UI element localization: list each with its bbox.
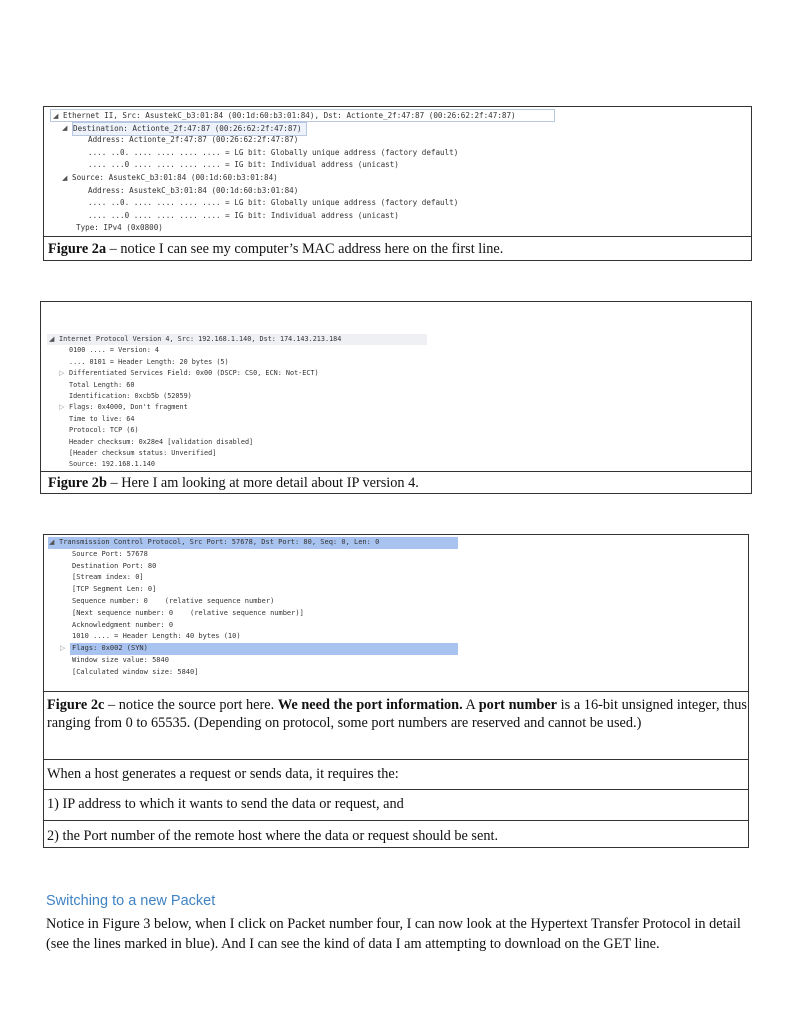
tree-row[interactable] — [50, 210, 750, 223]
tree-row[interactable] — [48, 572, 748, 584]
tree-row[interactable] — [48, 631, 748, 643]
tree-row[interactable] — [48, 655, 748, 667]
tree-line: Flags: 0x002 (SYN) — [72, 644, 148, 653]
figure-2c — [43, 534, 749, 848]
tree-line: [Header checksum status: Unverified] — [69, 448, 217, 457]
body-line: 1) IP address to which it wants to send the data or request, and — [47, 796, 404, 812]
figure-2b — [40, 301, 752, 494]
tree-line: Address: AsustekC_b3:01:84 (00:1d:60:b3:01:84) — [88, 185, 299, 195]
caption-label: Figure 2b — [48, 475, 107, 491]
tree-line: Acknowledgment number: 0 — [72, 620, 174, 629]
body-line: When a host generates a request or sends data, it requires the: — [47, 766, 399, 782]
expanded-triangle-icon[interactable]: ◢ — [62, 173, 68, 182]
tree-row[interactable] — [48, 608, 748, 620]
caption-text: – notice I can see my computer’s MAC address here on the first line. — [106, 241, 504, 257]
expanded-triangle-icon[interactable]: ◢ — [49, 335, 55, 343]
caption-label: Figure 2a — [48, 241, 107, 257]
tree-line: .... 0101 = Header Length: 20 bytes (5) — [69, 357, 229, 366]
figure-caption — [47, 696, 747, 732]
expanded-triangle-icon[interactable]: ◢ — [62, 123, 68, 132]
tree-line: Protocol: TCP (6) — [69, 426, 139, 435]
tree-line: Time to live: 64 — [69, 414, 135, 423]
tree-row[interactable] — [47, 402, 747, 413]
tree-row[interactable] — [47, 368, 747, 379]
tree-line: Header checksum: 0x28e4 [validation disabled] — [69, 437, 254, 446]
row-divider — [44, 759, 748, 760]
tree-line: 0100 .... = Version: 4 — [69, 346, 160, 355]
tree-row[interactable] — [47, 357, 747, 368]
figure-caption — [48, 474, 419, 492]
tree-row-ip[interactable] — [47, 334, 427, 345]
tree-line: Type: IPv4 (0x0800) — [76, 223, 163, 233]
tree-row[interactable] — [50, 222, 750, 235]
tree-line: Differentiated Services Field: 0x00 (DSCP: CS0, ECN: Not-ECT) — [69, 369, 319, 378]
tree-line: Source: 192.168.1.140 — [69, 460, 155, 469]
collapsed-triangle-icon[interactable]: ▷ — [59, 403, 65, 412]
caption-text: – notice the source port here. — [104, 697, 278, 713]
tree-row-ethernet[interactable] — [50, 109, 555, 122]
tree-line: Address: Actionte_2f:47:87 (00:26:62:2f:47:87) — [88, 135, 299, 145]
tree-line: Sequence number: 0 (relative sequence number) — [72, 596, 275, 605]
expanded-triangle-icon[interactable]: ◢ — [53, 112, 59, 120]
caption-emphasis: We need the port information. — [277, 697, 463, 713]
tree-row[interactable] — [48, 667, 748, 679]
row-divider — [44, 820, 748, 821]
tree-row[interactable] — [50, 185, 750, 198]
tree-line: .... ...0 .... .... .... .... = IG bit: Individual address (unicast) — [88, 160, 399, 170]
packet-tree-tcp — [48, 537, 748, 679]
tree-row[interactable] — [48, 620, 748, 632]
caption-divider — [44, 236, 751, 237]
tree-line: 1010 .... = Header Length: 40 bytes (10) — [72, 632, 241, 641]
tree-line: [TCP Segment Len: 0] — [72, 585, 157, 594]
caption-label: Figure 2c — [47, 697, 105, 713]
tree-row[interactable] — [47, 380, 747, 391]
figure-caption — [48, 240, 503, 258]
tree-line: Total Length: 60 — [69, 380, 135, 389]
tree-line: Destination Port: 80 — [72, 561, 157, 570]
collapsed-triangle-icon[interactable]: ▷ — [60, 644, 66, 653]
tree-line: Window size value: 5840 — [72, 655, 169, 664]
tree-row[interactable] — [47, 391, 747, 402]
tree-row[interactable] — [50, 197, 750, 210]
packet-tree-ip — [47, 334, 747, 471]
tree-line: Source: AsustekC_b3:01:84 (00:1d:60:b3:01:84) — [72, 172, 278, 182]
tree-line: [Stream index: 0] — [72, 573, 144, 582]
section-heading: Switching to a new Packet — [46, 893, 216, 909]
tree-row[interactable] — [48, 549, 748, 561]
tree-line: .... ..0. .... .... .... .... = LG bit: Globally unique address (factory default) — [88, 147, 459, 157]
tree-line: Destination: Actionte_2f:47:87 (00:26:62:2f:47:87) — [72, 122, 307, 137]
tree-line: .... ...0 .... .... .... .... = IG bit: Individual address (unicast) — [88, 210, 399, 220]
tree-line: Transmission Control Protocol, Src Port: 57678, Dst Port: 80, Seq: 0, Len: 0 — [59, 538, 380, 546]
tree-row-flags[interactable] — [48, 643, 748, 655]
section-body: Notice in Figure 3 below, when I click on Packet number four, I can now look at the Hypertext Transfer Protocol in detail (see the lines marked in blue). And I can see the kind of data I am attempting to download on the GET line. — [46, 916, 741, 952]
tree-row-tcp[interactable] — [48, 537, 458, 549]
tree-line: Ethernet II, Src: AsustekC_b3:01:84 (00:1d:60:b3:01:84), Dst: Actionte_2f:47:87 (00:26:62:2f:47:87) — [63, 111, 516, 120]
expanded-triangle-icon[interactable]: ◢ — [49, 538, 55, 546]
tree-row[interactable] — [47, 425, 747, 436]
tree-row-source[interactable] — [50, 172, 750, 185]
tree-line: .... ..0. .... .... .... .... = LG bit: Globally unique address (factory default) — [88, 198, 459, 208]
tree-row[interactable] — [50, 147, 750, 160]
tree-line: [Calculated window size: 5840] — [72, 667, 199, 676]
caption-emphasis: port number — [478, 697, 558, 713]
collapsed-triangle-icon[interactable]: ▷ — [59, 369, 65, 378]
tree-row[interactable] — [47, 459, 747, 470]
tree-line: Internet Protocol Version 4, Src: 192.168.1.140, Dst: 174.143.213.184 — [59, 335, 342, 343]
tree-row[interactable] — [47, 345, 747, 356]
tree-row[interactable] — [48, 561, 748, 573]
caption-divider — [41, 471, 751, 472]
figure-2a — [43, 106, 752, 261]
caption-text: A — [462, 697, 479, 713]
tree-row[interactable] — [50, 159, 750, 172]
tree-row[interactable] — [47, 448, 747, 459]
caption-text: is a 16-bit unsigned integer, thus ranging from 0 to 65535. (Depending on protocol, some port numbers are reserved and cannot be used.) — [47, 697, 747, 731]
tree-row-destination[interactable] — [50, 122, 750, 135]
body-line: 2) the Port number of the remote host where the data or request should be sent. — [47, 828, 499, 844]
tree-line: Identification: 0xcb5b (52059) — [69, 391, 192, 400]
tree-line: Flags: 0x4000, Don't fragment — [69, 403, 188, 412]
tree-row[interactable] — [50, 134, 750, 147]
tree-line: [Next sequence number: 0 (relative sequence number)] — [72, 608, 304, 617]
tree-line: Source Port: 57678 — [72, 549, 148, 558]
tree-row[interactable] — [48, 584, 748, 596]
tree-row[interactable] — [48, 596, 748, 608]
packet-tree-ethernet — [50, 109, 750, 235]
tree-row[interactable] — [47, 437, 747, 448]
caption-text: – Here I am looking at more detail about IP version 4. — [106, 475, 419, 491]
caption-divider — [44, 691, 748, 692]
row-divider — [44, 789, 748, 790]
tree-row[interactable] — [47, 414, 747, 425]
